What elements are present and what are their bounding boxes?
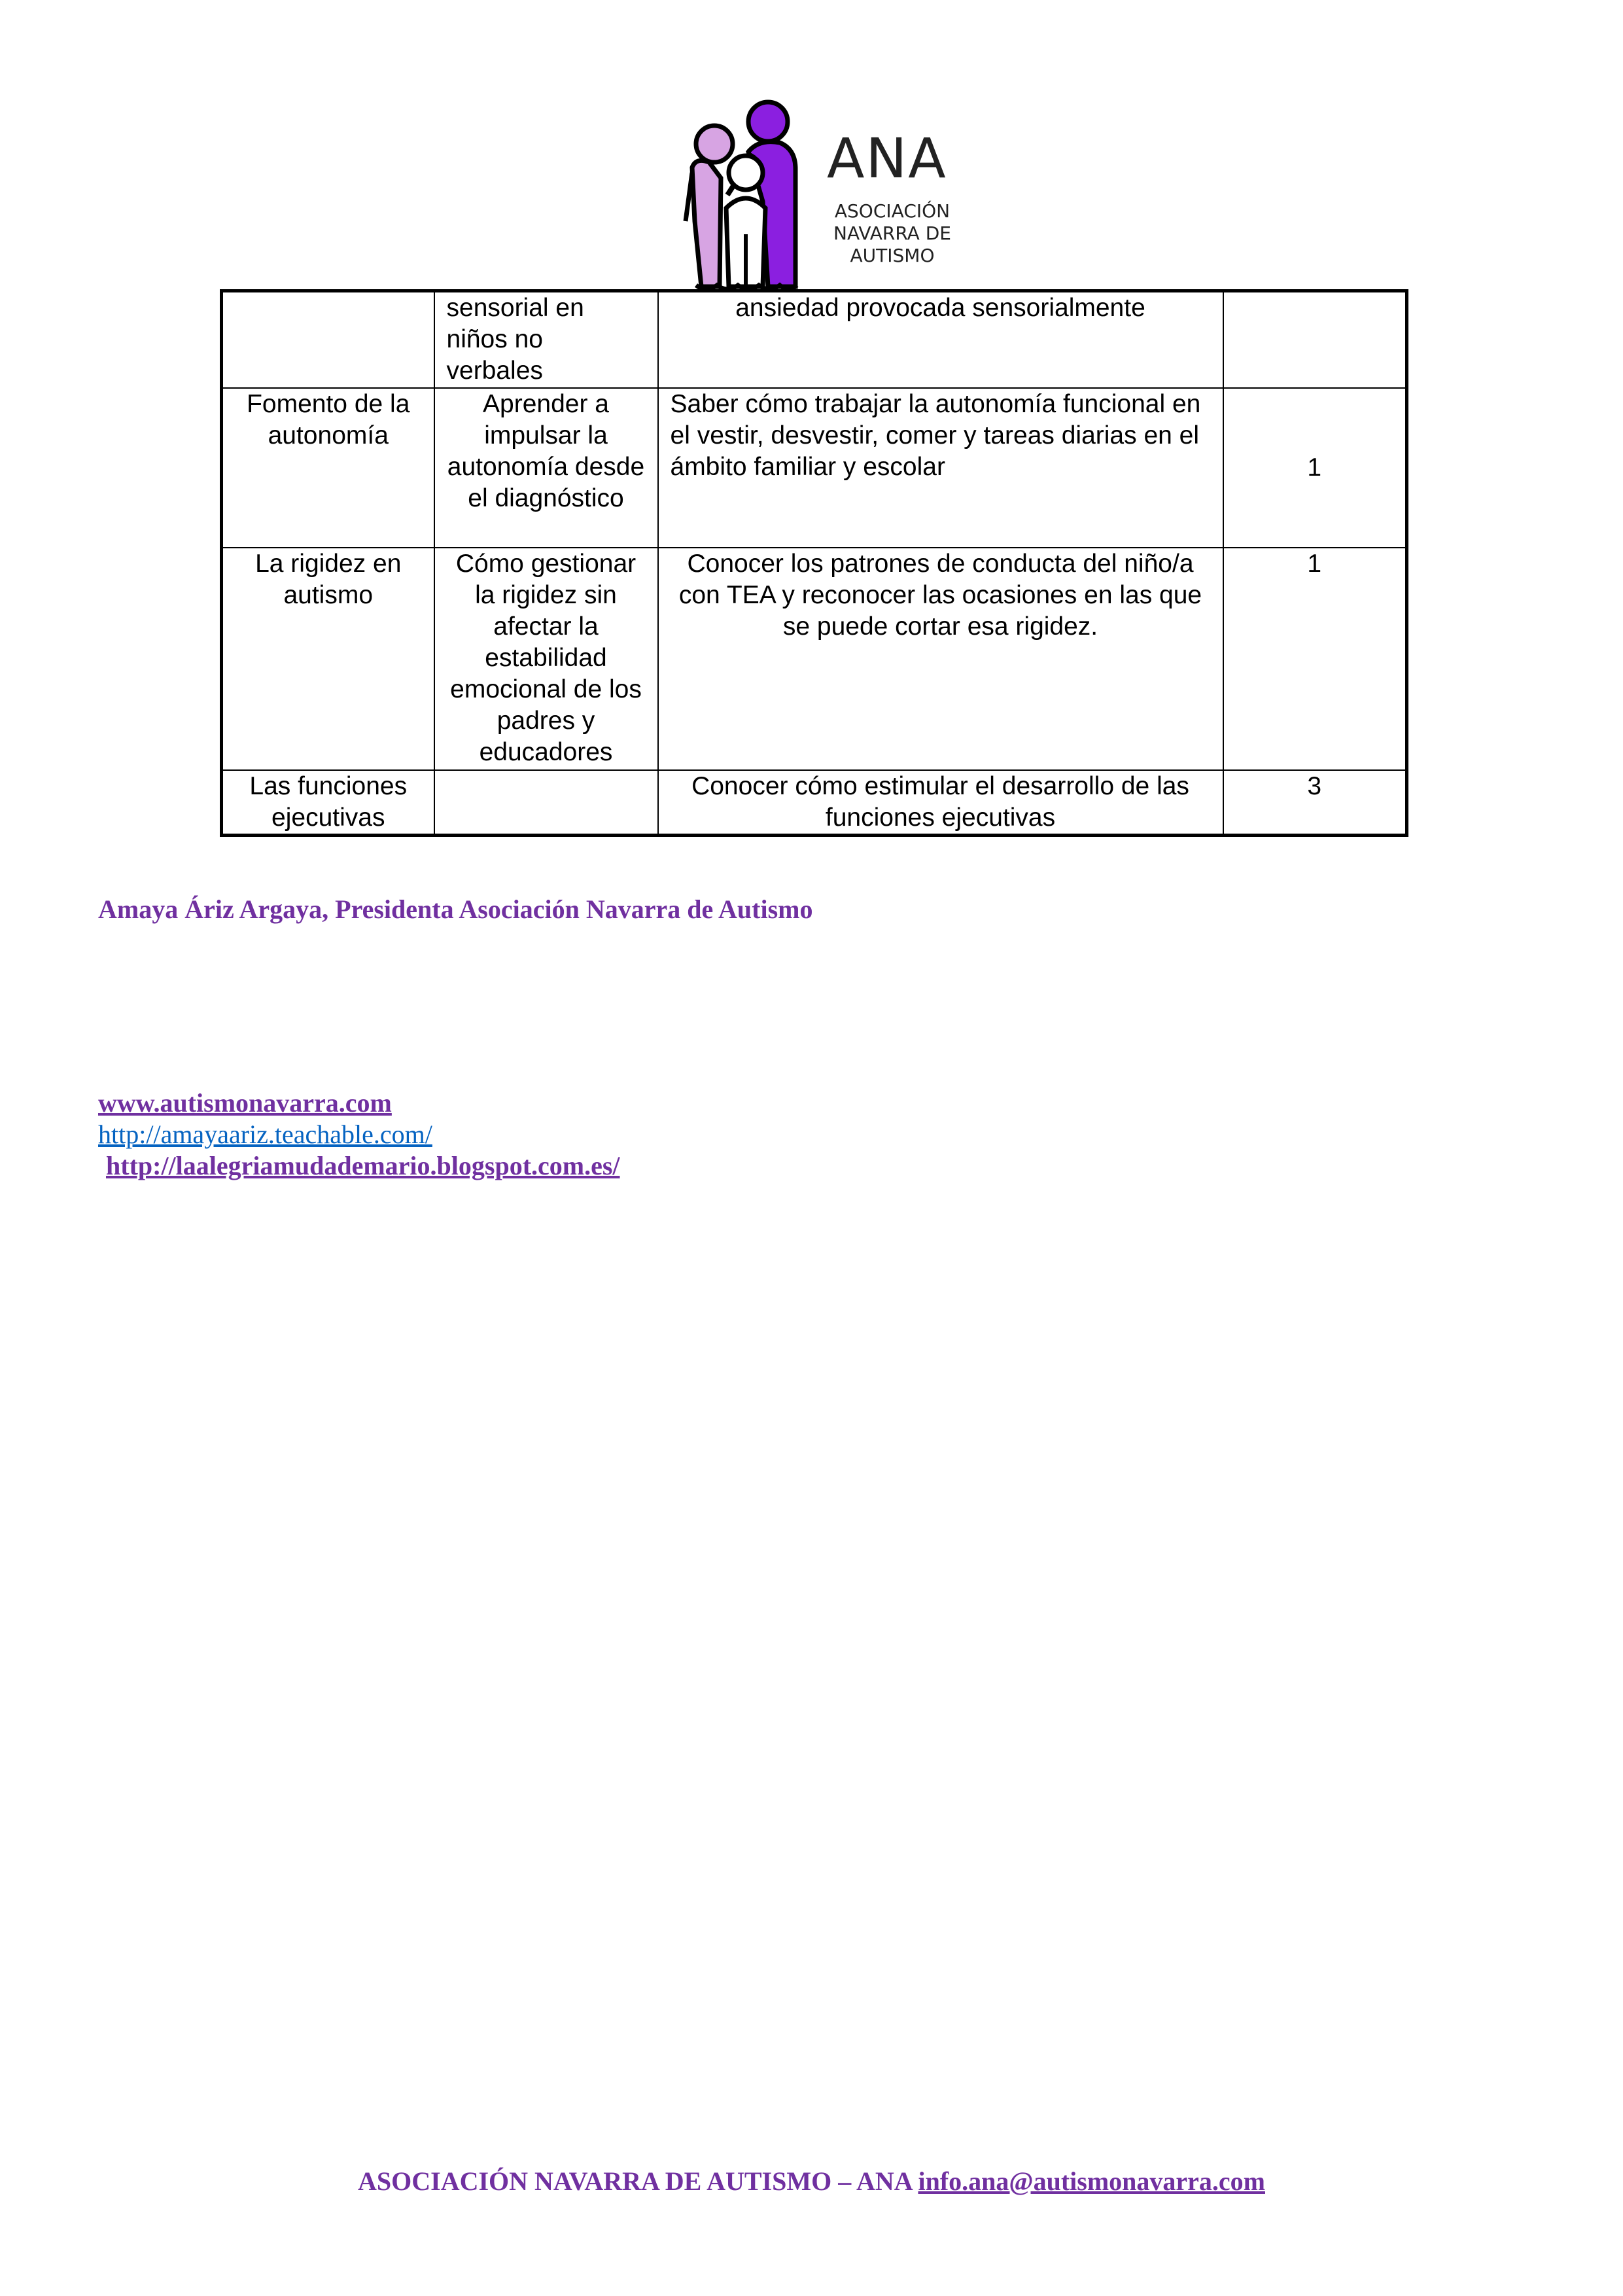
table-row [222, 770, 1407, 836]
goal-cell: sensorial en niños no verbales [434, 291, 658, 388]
description-cell: Conocer cómo estimular el desarrollo de las funciones ejecutivas [658, 770, 1223, 836]
hours-cell: 3 [1223, 770, 1407, 836]
footer [0, 2166, 1623, 2197]
topic-cell: Las funciones ejecutivas [222, 770, 434, 836]
goal-cell [434, 770, 658, 836]
teachable-link[interactable]: http://amayaariz.teachable.com/ [98, 1120, 432, 1149]
ana-logo [680, 97, 968, 291]
description-cell: Conocer los patrones de conducta del niño/a con TEA y reconocer las ocasiones en las que se puede cortar esa rigidez. [658, 548, 1223, 770]
footer-email-link[interactable]: info.ana@autismonavarra.com [918, 2166, 1265, 2196]
table-row [222, 548, 1407, 770]
family-figures-icon [680, 97, 811, 291]
logo-subtitle-line: AUTISMO [850, 245, 935, 266]
topic-cell [222, 291, 434, 388]
signature: Amaya Áriz Argaya, Presidenta Asociación Navarra de Autismo [98, 894, 813, 924]
hours-cell: 1 [1223, 548, 1407, 770]
website-link[interactable]: www.autismonavarra.com [98, 1088, 392, 1118]
blog-link[interactable]: http://laalegriamudademario.blogspot.com.es/ [106, 1151, 620, 1180]
footer-organization: ASOCIACIÓN NAVARRA DE AUTISMO – ANA [358, 2166, 918, 2196]
table-row [222, 291, 1407, 388]
goal-cell: Cómo gestionar la rigidez sin afectar la estabilidad emocional de los padres y educadores [434, 548, 658, 770]
goal-cell: Aprender a impulsar la autonomía desde el diagnóstico [434, 388, 658, 548]
topic-cell: La rigidez en autismo [222, 548, 434, 770]
hours-cell [1223, 291, 1407, 388]
logo-abbreviation: ANA [827, 126, 947, 190]
course-table [220, 289, 1408, 837]
course-table-container [220, 289, 1405, 837]
logo-subtitle-line: NAVARRA DE [833, 222, 951, 244]
table-row [222, 388, 1407, 548]
logo-subtitle [827, 200, 958, 267]
logo-text [827, 126, 958, 267]
description-cell: ansiedad provocada sensorialmente [658, 291, 1223, 388]
hours-cell: 1 [1223, 388, 1407, 548]
topic-cell: Fomento de la autonomía [222, 388, 434, 548]
logo-subtitle-line: ASOCIACIÓN [834, 200, 951, 222]
description-cell: Saber cómo trabajar la autonomía funcional en el vestir, desvestir, comer y tareas diarias en el ámbito familiar y escolar [658, 388, 1223, 548]
links-list [98, 1087, 620, 1182]
